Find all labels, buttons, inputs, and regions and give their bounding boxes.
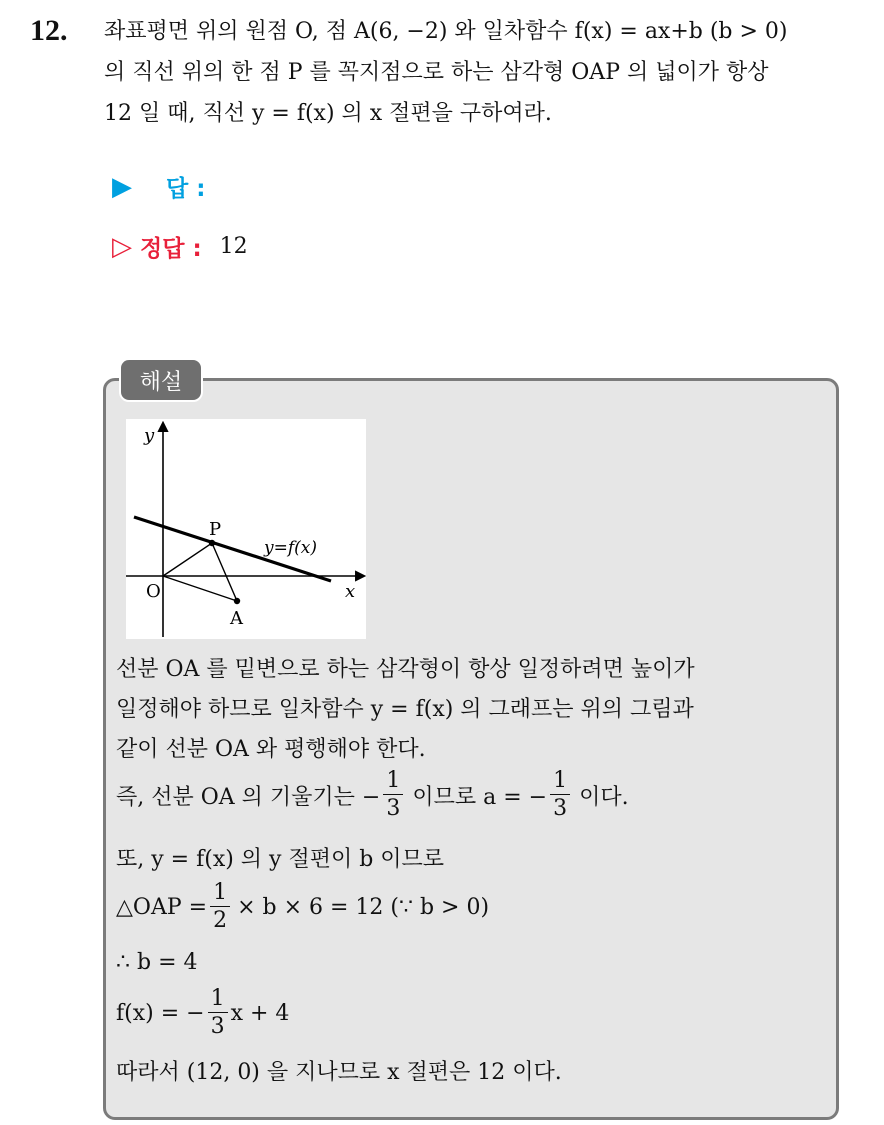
fraction-denominator: 3 <box>553 796 568 821</box>
fraction-numerator: 1 <box>550 770 570 795</box>
point-p-dot <box>209 540 215 546</box>
fraction-numerator: 1 <box>210 882 230 907</box>
final-line: 따라서 (12, 0) 을 지나므로 x 절편은 12 이다. <box>116 1060 562 1085</box>
function-line <box>116 988 289 1038</box>
point-p-label: P <box>209 519 222 540</box>
point-a-dot <box>234 598 240 604</box>
solution-line-2: 일정해야 하므로 일차함수 y = f(x) 의 그래프는 위의 그림과 <box>116 697 694 722</box>
slope-line <box>116 770 629 820</box>
b-value-line: ∴ b = 4 <box>116 950 198 975</box>
triangle-oap <box>163 543 237 601</box>
fraction-denominator: 3 <box>386 796 401 821</box>
problem-line-2: 의 직선 위의 한 점 P 를 꼭지점으로 하는 삼각형 OAP 의 넓이가 항상 <box>104 60 769 85</box>
answer-row <box>112 170 205 203</box>
intercept-line: 또, y = f(x) 의 y 절편이 b 이므로 <box>116 847 445 872</box>
correct-answer-value: 12 <box>219 234 248 259</box>
solution-graph <box>126 419 366 639</box>
line-label: y=f(x) <box>264 538 317 558</box>
origin-label: O <box>146 581 161 602</box>
slope-post: 이다. <box>579 784 629 810</box>
area-fraction <box>210 882 230 932</box>
function-pre: f(x) = − <box>116 1000 205 1026</box>
problem-line-1: 좌표평면 위의 원점 O, 점 A(6, −2) 와 일차함수 f(x) = ax+b (b > 0) <box>104 19 788 44</box>
outline-arrow-icon: ▷ <box>112 231 132 262</box>
area-post: × b × 6 = 12 (∵ b > 0) <box>237 894 490 920</box>
correct-answer-row <box>112 230 248 263</box>
slope-pre: 즉, 선분 OA 의 기울기는 − <box>116 784 381 810</box>
fraction-numerator: 1 <box>208 988 228 1013</box>
y-axis-label: y <box>144 425 155 446</box>
slope-mid: 이므로 a = − <box>412 784 548 810</box>
function-post: x + 4 <box>230 1000 290 1026</box>
slope-fraction-1 <box>383 770 403 820</box>
solution-line-1: 선분 OA 를 밑변으로 하는 삼각형이 항상 일정하려면 높이가 <box>116 657 695 682</box>
area-line <box>116 882 489 932</box>
solution-tag: 해설 <box>119 358 203 402</box>
solution-line-3: 같이 선분 OA 와 평행해야 한다. <box>116 737 426 762</box>
answer-label: 답 : <box>166 176 206 202</box>
fraction-denominator: 3 <box>210 1014 225 1039</box>
graph-svg <box>126 419 366 639</box>
fraction-denominator: 2 <box>213 908 228 933</box>
function-fraction <box>208 988 228 1038</box>
problem-number: 12. <box>30 14 68 47</box>
problem-line-3: 12 일 때, 직선 y = f(x) 의 x 절편을 구하여라. <box>104 101 552 126</box>
play-arrow-icon: ▶ <box>112 171 132 202</box>
point-a-label: A <box>230 608 243 629</box>
x-axis-label: x <box>345 581 356 602</box>
slope-fraction-2 <box>550 770 570 820</box>
correct-answer-label: 정답 : <box>140 236 202 262</box>
area-pre: △OAP = <box>116 894 208 920</box>
fraction-numerator: 1 <box>383 770 403 795</box>
